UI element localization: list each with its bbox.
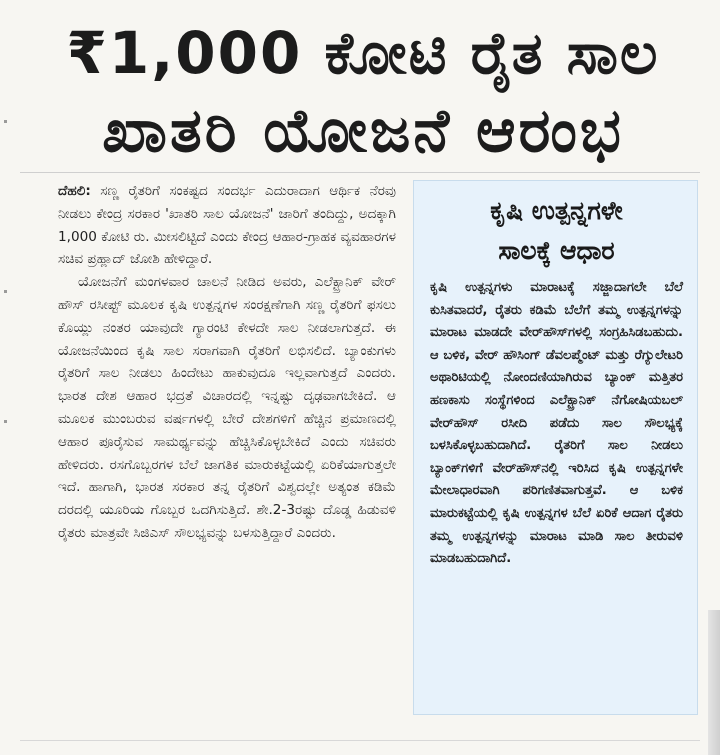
divider: [20, 740, 700, 741]
sidebar-box: [413, 180, 698, 715]
sidebar-body: ಕೃಷಿ ಉತ್ಪನ್ನಗಳು ಮಾರಾಟಕ್ಕೆ ಸಜ್ಜಾದಾಗಲೇ ಬೆಲೆ ಕುಸಿತವಾದರೆ, ರೈತರು ಕಡಿಮೆ ಬೆಲೆಗೆ ತಮ್ಮ ಉತ್ಪನ್ನಗಳನ್ನು ಮಾರಾಟ ಮಾಡದೇ ವೇರ್‌ಹೌಸ್‌ಗಳಲ್ಲಿ ಸಂಗ್ರಹಿಸಿಡಬಹುದು. ಆ ಬಳಿಕ, ವೇರ್‌ ಹೌಸಿಂಗ್‌ ಡೆವಲಪ್ಮೆಂಟ್‌ ಮತ್ತು ರೆಗ್ಯುಲೇಟರಿ ಅಥಾರಿಟಿಯಲ್ಲಿ ನೋಂದಣಿಯಾಗಿರುವ ಬ್ಯಾಂಕ್‌ ಮತ್ತಿತರ ಹಣಕಾಸು ಸಂಸ್ಥೆಗಳಿಂದ ಎಲೆಕ್ಟ್ರಾನಿಕ್‌ ನೆಗೋಷಿಯಬಲ್‌ ವೇರ್‌ಹೌಸ್‌ ರಸೀದಿ ಪಡೆದು ಸಾಲ ಸೌಲಭ್ಯಕ್ಕೆ ಬಳಸಿಕೊಳ್ಳಬಹುದಾಗಿದೆ. ರೈತರಿಗೆ ಸಾಲ ನೀಡಲು ಬ್ಯಾಂಕ್‌ಗಳಿಗೆ ವೇರ್‌ಹೌಸ್‌ನಲ್ಲಿ ಇರಿಸಿದ ಕೃಷಿ ಉತ್ಪನ್ನಗಳೇ ಮೇಲಾಧಾರವಾಗಿ ಪರಿಗಣಿತವಾಗುತ್ತವೆ. ಆ ಬಳಿಕ ಮಾರುಕಟ್ಟೆಯಲ್ಲಿ ಕೃಷಿ ಉತ್ಪನ್ನಗಳ ಬೆಲೆ ಏರಿಕೆ ಆದಾಗ ರೈತರು ತಮ್ಮ ಉತ್ಪನ್ನಗಳನ್ನು ಮಾರಾಟ ಮಾಡಿ ಸಾಲ ತೀರುವಳಿ ಮಾಡಬಹುದಾಗಿದೆ.: [430, 280, 683, 567]
headline-line-2: ಖಾತರಿ ಯೋಜನೆ ಆರಂಭ: [102, 96, 624, 166]
margin-mark: [4, 290, 7, 293]
dateline: ದೆಹಲಿ:: [58, 183, 91, 199]
article-paragraph-1: [58, 180, 396, 271]
margin-mark: [4, 120, 7, 123]
article-paragraph-1-text: ಸಣ್ಣ ರೈತರಿಗೆ ಸಂಕಷ್ಟದ ಸಂದರ್ಭ ಎದುರಾದಾಗ ಆರ್ಥಿಕ ನೆರವು ನೀಡಲು ಕೇಂದ್ರ ಸರಕಾರ 'ಖಾತರಿ ಸಾಲ ಯೋಜನೆ' ಜಾರಿಗೆ ತಂದಿದ್ದು, ಅದಕ್ಕಾಗಿ 1,000 ಕೋಟಿ ರು. ಮೀಸಲಿಟ್ಟಿದೆ ಎಂದು ಕೇಂದ್ರ ಆಹಾರ-ಗ್ರಾಹಕ ವ್ಯವಹಾರಗಳ ಸಚಿವ ಪ್ರಹ್ಲಾದ್‌ ಜೋಶಿ ಹೇಳಿದ್ದಾರೆ.: [58, 183, 396, 268]
page-fold-shadow: [708, 610, 720, 755]
sidebar-title: [430, 191, 683, 271]
headline-line-1: ₹1,000 ಕೋಟಿ ರೈತ ಸಾಲ: [66, 19, 660, 87]
headline: [28, 14, 698, 170]
article-paragraph-2: ಯೋಜನೆಗೆ ಮಂಗಳವಾರ ಚಾಲನೆ ನೀಡಿದ ಅವರು, ಎಲೆಕ್ಟ್ರಾನಿಕ್‌ ವೇರ್‌ ಹೌಸ್‌ ರಸೀಪ್ಟ್‌ ಮೂಲಕ ಕೃಷಿ ಉತ್ಪನ್ನಗಳ ಸಂರಕ್ಷಣೆಗಾಗಿ ಸಣ್ಣ ರೈತರಿಗೆ ಫಸಲು ಕೊಯ್ಲು ನಂತರ ಯಾವುದೇ ಗ್ಯಾರಂಟಿ ಕೇಳದೇ ಸಾಲ ನೀಡಲಾಗುತ್ತದೆ. ಈ ಯೋಜನೆಯಿಂದ ಕೃಷಿ ಸಾಲ ಸರಾಗವಾಗಿ ರೈತರಿಗೆ ಲಭಿಸಲಿದೆ. ಬ್ಯಾಂಕುಗಳು ರೈತರಿಗೆ ಸಾಲ ನೀಡಲು ಹಿಂದೇಟು ಹಾಕುವುದೂ ಇಲ್ಲವಾಗುತ್ತದೆ ಎಂದರು. ಭಾರತ ದೇಶ ಆಹಾರ ಭದ್ರತೆ ವಿಚಾರದಲ್ಲಿ ಇನ್ನಷ್ಟು ದೃಢವಾಗಬೇಕಿದೆ. ಆ ಮೂಲಕ ಮುಂಬರುವ ವರ್ಷಗಳಲ್ಲಿ ಬೇರೆ ದೇಶಗಳಿಗೆ ಹೆಚ್ಚಿನ ಪ್ರಮಾಣದಲ್ಲಿ ಆಹಾರ ಪೂರೈಸುವ ಸಾಮರ್ಥ್ಯವನ್ನು ಹೆಚ್ಚಿಸಿಕೊಳ್ಳಬೇಕಿದೆ ಎಂದು ಸಚಿವರು ಹೇಳಿದರು. ರಸಗೊಬ್ಬರಗಳ ಬೆಲೆ ಜಾಗತಿಕ ಮಾರುಕಟ್ಟೆಯಲ್ಲಿ ಏರಿಕೆಯಾಗುತ್ತಲೇ ಇದೆ. ಹಾಗಾಗಿ, ಭಾರತ ಸರಕಾರ ತನ್ನ ರೈತರಿಗೆ ವಿಶ್ವದಲ್ಲೇ ಅತ್ಯಂತ ಕಡಿಮೆ ದರದಲ್ಲಿ ಯೂರಿಯ ಗೊಬ್ಬರ ಒದಗಿಸುತ್ತಿದೆ. ಶೇ.2-3ರಷ್ಟು ದೊಡ್ಡ ಹಿಡುವಳಿ ರೈತರು ಮಾತ್ರವೇ ಸಿಜಿಎಸ್‌ ಸೌಲಭ್ಯವನ್ನು ಬಳಸುತ್ತಿದ್ದಾರೆ ಎಂದರು.: [58, 274, 396, 541]
margin-mark: [4, 420, 7, 423]
sidebar-title-line-1: ಕೃಷಿ ಉತ್ಪನ್ನಗಳೇ: [490, 196, 623, 225]
sidebar-title-line-2: ಸಾಲಕ್ಕೆ ಆಧಾರ: [498, 236, 615, 265]
article-body: [58, 180, 396, 545]
divider: [20, 172, 700, 173]
